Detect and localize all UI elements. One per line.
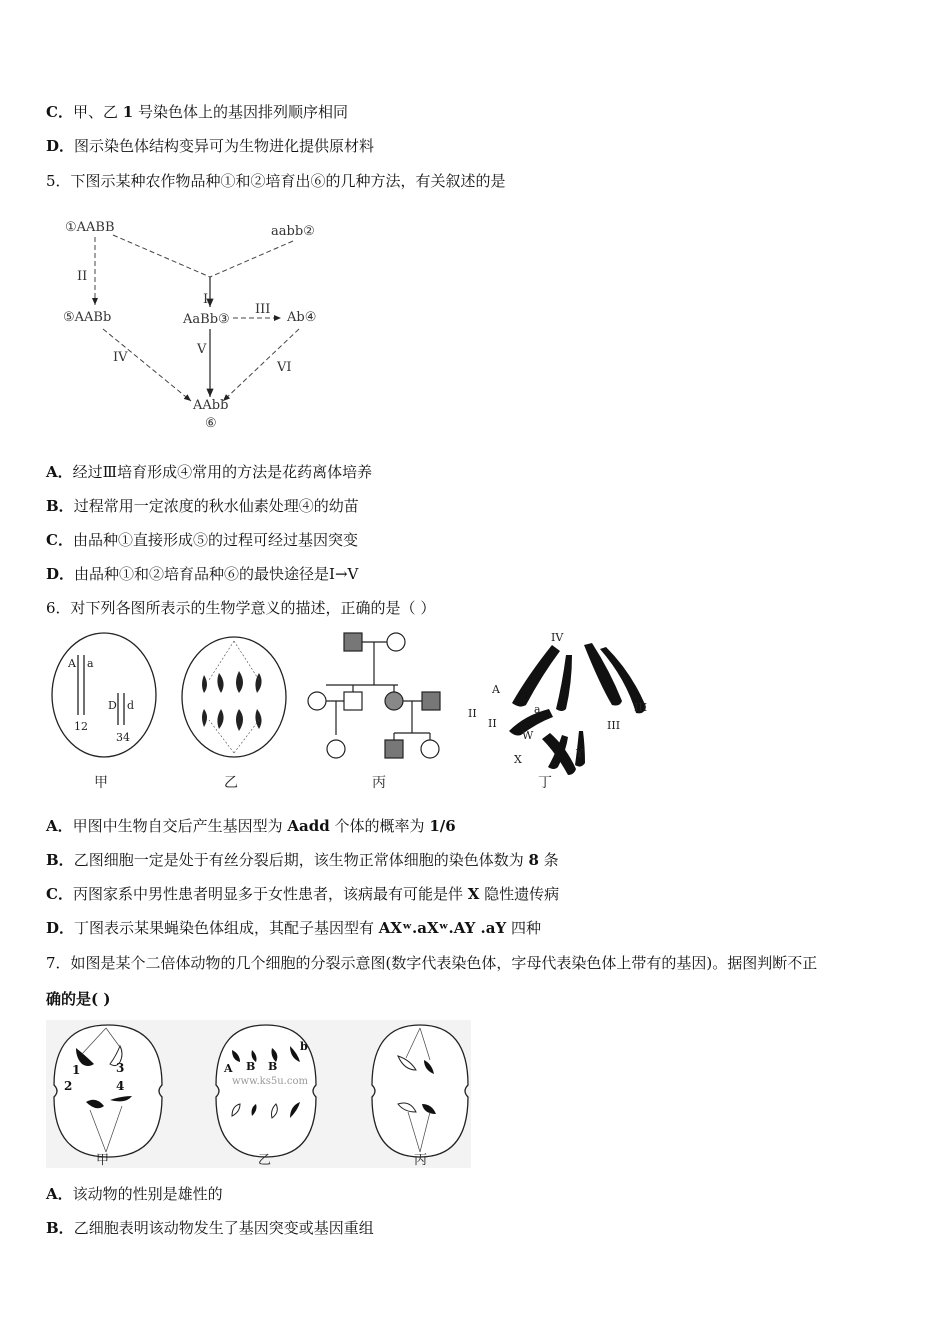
q6-fig-yi xyxy=(182,637,286,791)
q7-figures xyxy=(46,1020,471,1168)
q6-ding-X: X xyxy=(514,753,522,766)
q7-watermark: www.ks5u.com xyxy=(232,1076,308,1087)
q6-ding-II: II xyxy=(468,707,477,720)
q7-num-3: 3 xyxy=(116,1061,125,1075)
q5-option-a: A．经过Ⅲ培育形成④常用的方法是花药离体培养 xyxy=(46,463,373,481)
q6-ding-Y: Y xyxy=(576,747,584,760)
q7-gene-B2: B xyxy=(268,1060,278,1073)
q7-gene-B: B xyxy=(246,1060,256,1073)
q5-route-6: VI xyxy=(277,360,292,375)
q6-fig-jia xyxy=(52,633,156,757)
q5-route-4: IV xyxy=(113,350,128,365)
q5-route-5: V xyxy=(197,342,207,357)
q7-num-4: 4 xyxy=(116,1079,125,1093)
q5-option-b: B．过程常用一定浓度的秋水仙素处理④的幼苗 xyxy=(46,497,359,515)
q5-route-3: III xyxy=(255,302,271,317)
q6-jia-a: a xyxy=(87,657,94,670)
q6-jia-12: 12 xyxy=(74,720,88,733)
q6-option-d: D．丁图表示某果蝇染色体组成，其配子基因型有 AXʷ.aXʷ.AY .aY 四种 xyxy=(46,919,541,937)
q5-node-2: aabb② xyxy=(271,224,315,239)
q6-label-ding: 丁 xyxy=(538,775,552,791)
q6-option-c: C．丙图家系中男性患者明显多于女性患者，该病最有可能是伴 X 隐性遗传病 xyxy=(46,885,560,903)
q5-node-4: Ab④ xyxy=(287,310,317,325)
q6-option-a: A．甲图中生物自交后产生基因型为 Aadd 个体的概率为 1/6 xyxy=(46,817,456,835)
q6-ding-III: III xyxy=(634,701,648,714)
q5-node-5: ⑤AABb xyxy=(63,310,112,325)
q7-label-jia: 甲 xyxy=(96,1153,110,1168)
q7-stem-line2: 确的是( ) xyxy=(46,990,111,1008)
q7-label-yi: 乙 xyxy=(258,1153,272,1168)
q6-jia-d: d xyxy=(127,699,135,712)
q6-fig-bing xyxy=(308,633,440,758)
q6-ding-IV: IV xyxy=(551,631,564,644)
q7-label-bing: 丙 xyxy=(414,1153,428,1168)
q6-jia-34: 34 xyxy=(116,731,130,744)
q6-option-b: B．乙图细胞一定是处于有丝分裂后期，该生物正常体细胞的染色体数为 8 条 xyxy=(46,851,559,869)
q6-ding-II2: II xyxy=(488,717,497,730)
q5-stem: 5．下图示某种农作物品种①和②培育出⑥的几种方法，有关叙述的是 xyxy=(46,172,506,190)
q5-node-6-circle: ⑥ xyxy=(205,416,217,431)
q6-ding-W: W xyxy=(522,729,534,742)
q7-gene-b: b xyxy=(300,1040,308,1053)
q6-label-bing: 丙 xyxy=(372,775,386,791)
q4-option-c: C．甲、乙 1 号染色体上的基因排列顺序相同 xyxy=(46,103,348,121)
q7-num-2: 2 xyxy=(64,1079,73,1093)
q5-option-c: C．由品种①直接形成⑤的过程可经过基因突变 xyxy=(46,531,358,549)
q5-node-6: AAbb xyxy=(193,398,229,413)
q7-stem-line1: 7．如图是某个二倍体动物的几个细胞的分裂示意图(数字代表染色体，字母代表染色体上带有的基因)。据图判断不正 xyxy=(46,954,818,972)
q7-option-b: B．乙细胞表明该动物发生了基因突变或基因重组 xyxy=(46,1219,374,1237)
q6-label-jia: 甲 xyxy=(94,775,108,791)
q7-num-1: 1 xyxy=(72,1063,81,1077)
q5-route-1: I xyxy=(203,292,209,307)
q6-label-yi: 乙 xyxy=(224,775,238,791)
q6-ding-III2: III xyxy=(607,719,621,732)
q6-stem: 6．对下列各图所表示的生物学意义的描述，正确的是（ ） xyxy=(46,599,436,617)
q6-figures xyxy=(44,625,654,795)
q5-route-2: II xyxy=(77,269,88,284)
q6-ding-A: A xyxy=(492,683,500,696)
q5-option-d: D．由品种①和②培育品种⑥的最快途径是Ⅰ→Ⅴ xyxy=(46,565,359,583)
q6-jia-D: D xyxy=(108,699,117,712)
q5-breeding-diagram xyxy=(55,205,345,440)
q7-option-a: A．该动物的性别是雄性的 xyxy=(46,1185,223,1203)
q7-gene-A: A xyxy=(224,1062,233,1075)
q5-node-3: AaBb③ xyxy=(183,312,230,327)
q6-ding-a: a xyxy=(534,703,541,716)
q5-node-1: ①AABB xyxy=(65,220,115,235)
q4-option-d: D．图示染色体结构变异可为生物进化提供原材料 xyxy=(46,137,375,155)
q6-jia-A: A xyxy=(68,657,76,670)
